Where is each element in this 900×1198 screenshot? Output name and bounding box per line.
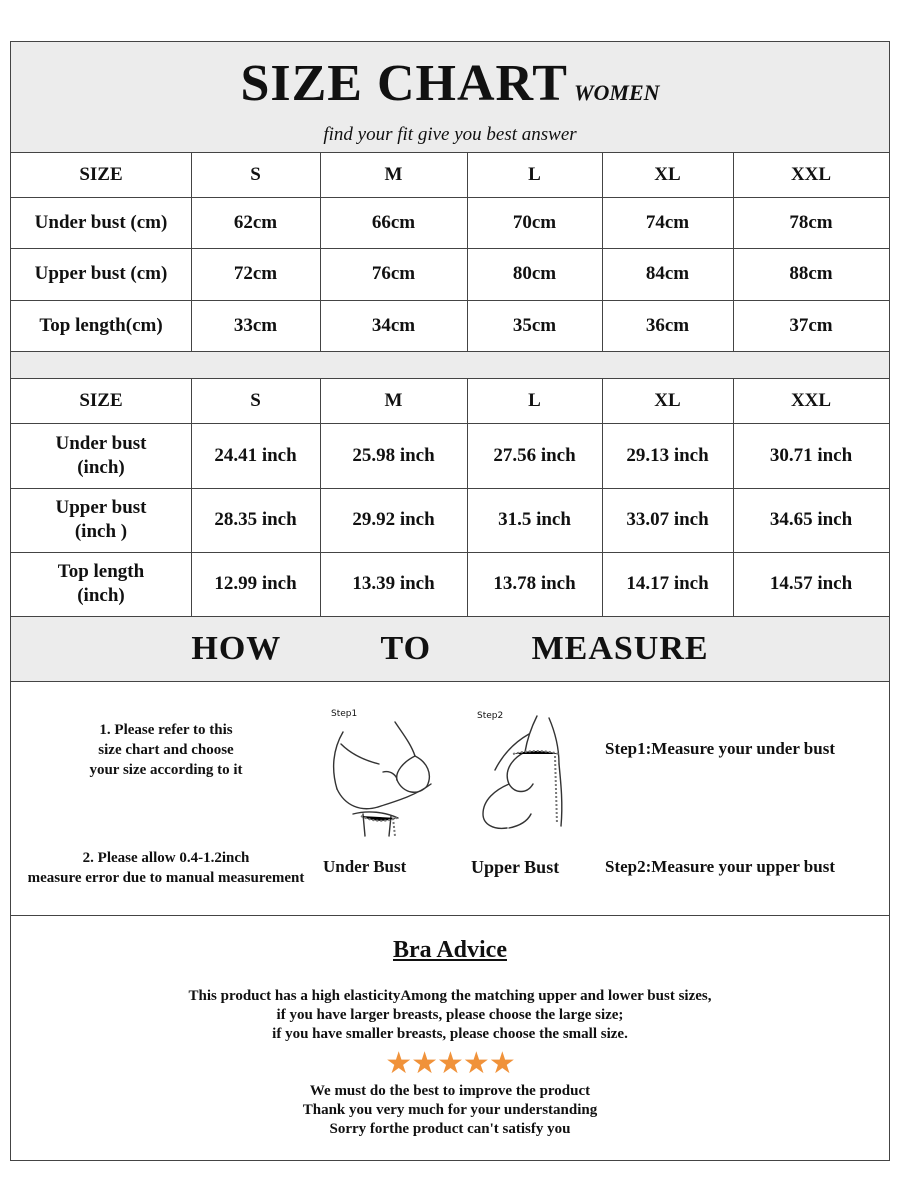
table-row-label: Upper bust (cm) [34,263,168,284]
upper-bust-illustration [469,714,579,834]
star-rating: ★★★★★ [385,1046,515,1081]
table-cell: 13.78 inch [493,573,576,594]
subtitle: find your fit give you best answer [323,124,577,145]
step1-illustration-label: Step1 [331,709,358,719]
instruction-note-2 [11,848,321,888]
table-header-cell: SIZE [79,389,123,411]
table-row-label: Top length(cm) [39,314,163,336]
title-block [11,42,889,152]
table-cell: 27.56 inch [493,444,576,466]
table-header-cell: XXL [790,389,832,411]
instruction-note-1 [61,720,271,780]
table-cell: 13.39 inch [352,573,435,594]
table-cell: 80cm [512,263,557,284]
advice-line: This product has a high elasticityAmong the matching upper and lower bust sizes, [188,988,712,1004]
table-cell: 76cm [371,263,416,284]
table-header-cell: XL [654,163,681,185]
table-cell: 33cm [233,314,278,336]
table-cell: 66cm [371,211,416,233]
table-header-cell: M [384,163,403,185]
table-header-cell: S [250,163,261,185]
table-cell: 31.5 inch [498,509,571,530]
table-cell: 84cm [645,263,690,284]
step2-instruction: Step2:Measure your upper bust [605,857,835,876]
table-cell: 88cm [789,263,833,284]
table-cell: 28.35 inch [214,509,297,530]
table-header-cell: SIZE [79,163,123,185]
note-line: your size according to it [89,762,243,778]
size-chart-frame [10,41,890,1161]
note-line: 2. Please allow 0.4-1.2inch [82,850,250,866]
page-title [11,54,889,113]
table-header-cell: L [528,163,541,185]
under-bust-caption: Under Bust [323,857,407,876]
table-row-label: Under bust (inch) [55,432,147,478]
under-bust-illustration [323,714,443,839]
table-cell: 25.98 inch [352,444,435,466]
table-cell: 14.57 inch [769,573,853,594]
advice-line: if you have larger breasts, please choose the large size; [276,1007,624,1023]
table-header-cell: S [250,389,261,411]
table-cell: 74cm [645,211,690,233]
inch-size-table [11,378,889,617]
table-cell: 12.99 inch [214,573,297,594]
table-cell: 14.17 inch [626,573,709,594]
table-cell: 34.65 inch [769,509,853,530]
note-line: 1. Please refer to this [99,722,233,738]
bra-advice-title: Bra Advice [393,937,507,963]
table-cell: 33.07 inch [626,509,709,530]
table-cell: 62cm [233,211,278,233]
table-row-label: Upper bust (inch ) [55,497,147,542]
table-spacer [11,352,889,378]
table-row-label: Under bust (cm) [34,211,168,233]
table-row-label: Top length (inch) [57,561,145,606]
title-text: SIZE CHART [240,55,568,112]
step1-instruction: Step1:Measure your under bust [605,739,835,758]
footer-line: We must do the best to improve the product [309,1083,591,1099]
table-cell: 70cm [512,211,557,233]
title-suffix: WOMEN [573,80,660,105]
cm-size-table [11,152,889,352]
note-line: size chart and choose [98,742,234,758]
table-cell: 35cm [512,314,557,336]
step2-illustration-label: Step2 [477,711,504,721]
note-line: measure error due to manual measurement [27,870,305,886]
table-cell: 24.41 inch [214,444,297,466]
table-header-cell: XL [654,389,681,411]
table-header-cell: XXL [790,163,832,185]
advice-line: if you have smaller breasts, please choose the small size. [272,1026,628,1042]
table-header-cell: M [384,389,403,411]
how-to-measure-title: HOW TO MEASURE [191,630,709,667]
table-cell: 37cm [789,314,833,336]
footer-line: Thank you very much for your understanding [302,1102,598,1118]
table-cell: 29.92 inch [352,509,435,530]
table-cell: 30.71 inch [769,444,853,466]
table-cell: 78cm [789,211,833,233]
table-cell: 36cm [645,314,690,336]
table-cell: 72cm [233,263,278,284]
footer-line: Sorry forthe product can't satisfy you [329,1121,571,1137]
upper-bust-caption: Upper Bust [471,857,560,877]
table-cell: 34cm [371,314,416,336]
table-header-cell: L [528,389,541,411]
table-cell: 29.13 inch [626,444,709,466]
